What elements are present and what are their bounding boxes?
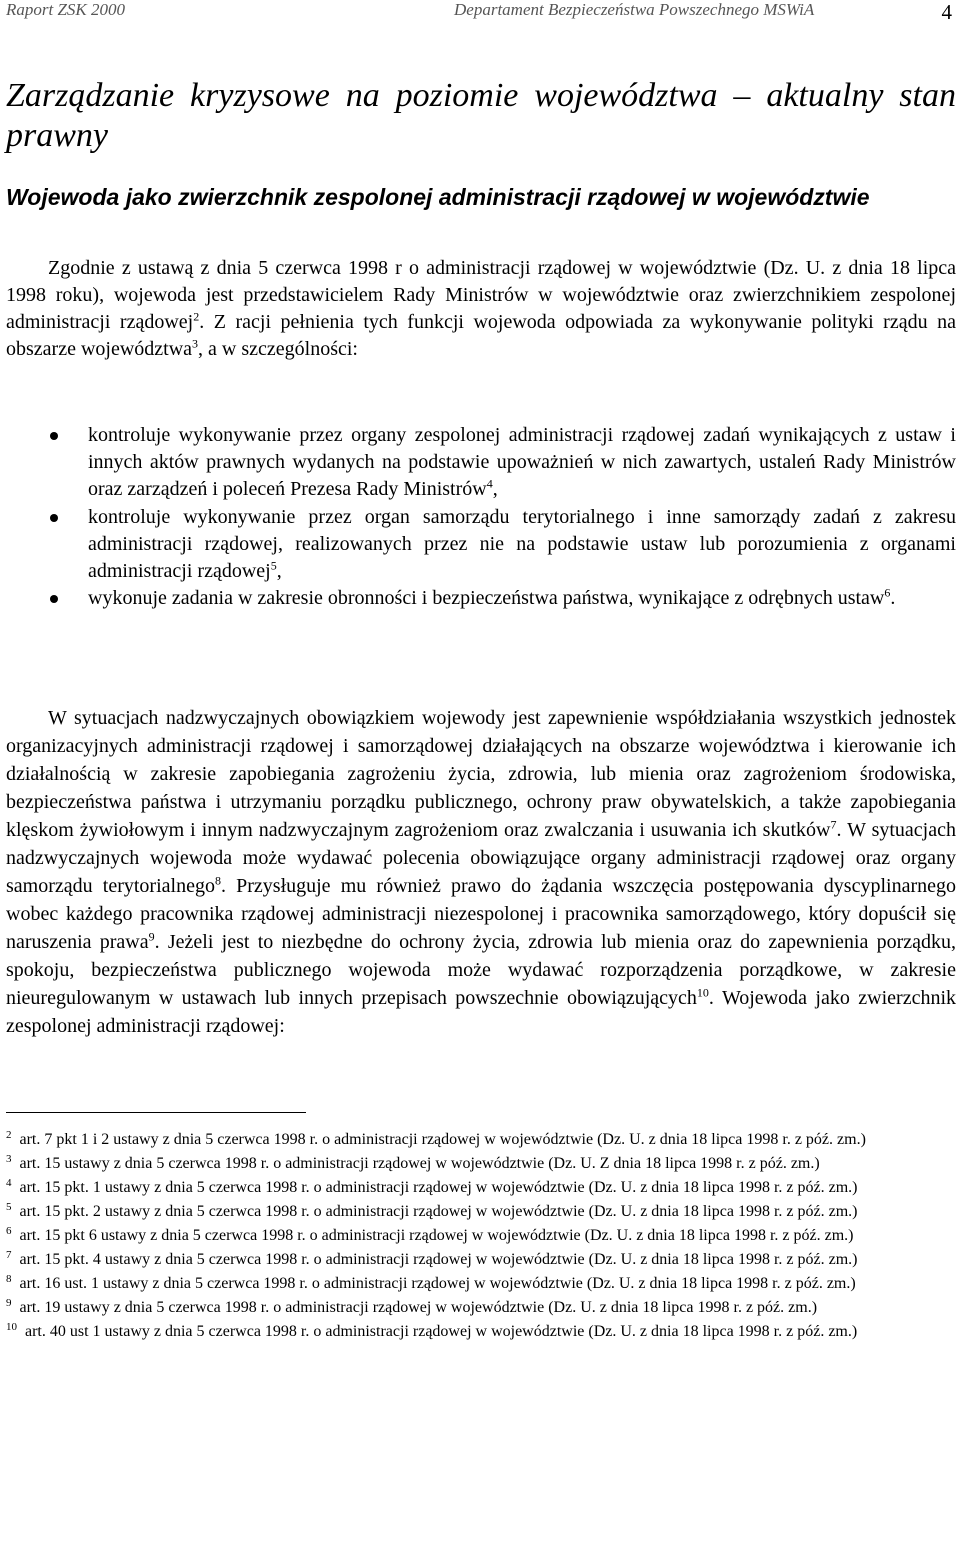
- footnote-number: 2: [6, 1128, 12, 1141]
- bullet-icon: [50, 595, 58, 603]
- paragraph-text: W sytuacjach nadzwyczajnych obowiązkiem wojewody jest zapewnienie współdziałania wszystkich jednostek organizacyjnych administracji rządowej i samorządowej działających na obszarze województwa i kierowanie ich działalnością w zakresie zapobiegania zagrożeniu życia, zdrowia, lub mienia oraz zagrożeniom środowiska, bezpieczeństwa państwa i utrzymaniu porządku publicznego, ochrony praw obywatelskich, a także zapobiegania klęskom żywiołowym i innym nadzwyczajnym zagrożeniom oraz zwalczania i usuwania ich skutków: [6, 707, 956, 841]
- punctuation: ,: [276, 560, 282, 583]
- list-item: [6, 422, 956, 504]
- footnote: [6, 1248, 956, 1272]
- page-title: Zarządzanie kryzysowe na poziomie województwa – aktualny stan prawny: [6, 77, 956, 154]
- document-page: [6, 0, 956, 1545]
- footnote: [6, 1224, 956, 1248]
- punctuation: .: [890, 587, 896, 610]
- footnote-number: 6: [6, 1224, 12, 1237]
- footnote: [6, 1128, 956, 1152]
- footnote: [6, 1200, 956, 1224]
- report-title: Raport ZSK 2000: [6, 0, 126, 19]
- footnote: [6, 1152, 956, 1176]
- footnote-ref[interactable]: 3: [192, 336, 199, 351]
- footnote-ref[interactable]: 7: [830, 817, 837, 832]
- list-item-text: kontroluje wykonywanie przez organ samorządu terytorialnego i inne samorządy zadań z zakresu administracji rządowej, realizowanych przez nie na podstawie ustaw lub porozumienia z organami administracji rządowej: [88, 505, 956, 583]
- footnotes-list: [6, 1128, 956, 1344]
- footnote-ref[interactable]: 9: [148, 929, 155, 944]
- footnote-ref[interactable]: 8: [214, 873, 221, 888]
- intro-text: . Z racji pełnienia tych funkcji wojewoda odpowiada za wykonywanie polityki rządu na obszarze województwa: [6, 311, 956, 360]
- footnote-text: art. 7 pkt 1 i 2 ustawy z dnia 5 czerwca 1998 r. o administracji rządowej w województwie (Dz. U. z dnia 18 lipca 1998 r. z póź. zm.): [19, 1131, 866, 1148]
- footnote-number: 8: [6, 1272, 12, 1285]
- footnote-text: art. 15 pkt 6 ustawy z dnia 5 czerwca 1998 r. o administracji rządowej w województwie (Dz. U. z dnia 18 lipca 1998 r. z póź. zm.): [19, 1227, 854, 1244]
- duties-list: [6, 422, 956, 612]
- body-paragraph: [6, 704, 956, 1040]
- footnote-ref[interactable]: 5: [270, 558, 277, 573]
- footnote-ref[interactable]: 2: [193, 309, 200, 324]
- intro-text: , a w szczególności:: [198, 338, 358, 360]
- footnote: [6, 1320, 956, 1344]
- paragraph-text: . Jeżeli jest to niezbędne do ochrony życia, zdrowia lub mienia oraz do zapewnienia porządku, spokoju, bezpieczeństwa publicznego wojewoda może wydawać rozporządzenia porządkowe, w zakresie nieuregulowanym w ustawach lub innych przepisach powszechnie obowiązujących: [6, 931, 956, 1009]
- section-heading: Wojewoda jako zwierzchnik zespolonej administracji rządowej w województwie: [6, 184, 870, 210]
- footnote-divider: [6, 1112, 306, 1113]
- running-header: [6, 0, 956, 26]
- list-item: [6, 585, 956, 612]
- footnote-text: art. 15 ustawy z dnia 5 czerwca 1998 r. o administracji rządowej w województwie (Dz. U. Z dnia 18 lipca 1998 r. z póź. zm.): [19, 1155, 820, 1172]
- footnote-text: art. 40 ust 1 ustawy z dnia 5 czerwca 1998 r. o administracji rządowej w województwie (Dz. U. z dnia 18 lipca 1998 r. z póź. zm.): [25, 1323, 858, 1340]
- bullet-icon: [50, 432, 58, 440]
- list-item: [6, 504, 956, 586]
- paragraph-text: . W sytuacjach nadzwyczajnych wojewoda może wydawać polecenia obowiązujące organy administracji rządowej oraz organy samorządu terytorialnego: [6, 819, 956, 897]
- footnote-text: art. 16 ust. 1 ustawy z dnia 5 czerwca 1998 r. o administracji rządowej w województwie (Dz. U. z dnia 18 lipca 1998 r. z póź. zm.): [19, 1275, 856, 1292]
- footnote-text: art. 15 pkt. 2 ustawy z dnia 5 czerwca 1998 r. o administracji rządowej w województwie (Dz. U. z dnia 18 lipca 1998 r. z póź. zm.): [19, 1203, 858, 1220]
- list-item-text: kontroluje wykonywanie przez organy zespolonej administracji rządowej zadań wynikających z ustaw i innych aktów prawnych wydanych na podstawie upoważnień w nich zawartych, ustaleń Rady Ministrów oraz zarządzeń i poleceń Prezesa Rady Ministrów: [88, 424, 956, 501]
- footnote-text: art. 15 pkt. 1 ustawy z dnia 5 czerwca 1998 r. o administracji rządowej w województwie (Dz. U. z dnia 18 lipca 1998 r. z póź. zm.): [19, 1179, 858, 1196]
- paragraph-text: . Wojewoda jako zwierzchnik zespolonej administracji rządowej:: [6, 987, 956, 1037]
- footnote-number: 5: [6, 1200, 12, 1213]
- footnote: [6, 1272, 956, 1296]
- footnote-ref[interactable]: 4: [486, 476, 493, 491]
- footnote-number: 4: [6, 1176, 12, 1189]
- list-item-text: wykonuje zadania w zakresie obronności i bezpieczeństwa państwa, wynikające z odrębnych ustaw: [88, 587, 885, 610]
- department-name: Departament Bezpieczeństwa Powszechnego MSWiA: [454, 0, 815, 19]
- footnote-ref[interactable]: 6: [884, 585, 891, 600]
- intro-text: Zgodnie z ustawą z dnia 5 czerwca 1998 r o administracji rządowej w województwie (Dz. U. z dnia 18 lipca 1998 roku), wojewoda jest przedstawicielem Rady Ministrów w województwie oraz zwierzchnikiem zespolonej administracji rządowej: [6, 257, 956, 333]
- footnote-text: art. 15 pkt. 4 ustawy z dnia 5 czerwca 1998 r. o administracji rządowej w województwie (Dz. U. z dnia 18 lipca 1998 r. z póź. zm.): [19, 1251, 858, 1268]
- footnote-text: art. 19 ustawy z dnia 5 czerwca 1998 r. o administracji rządowej w województwie (Dz. U. z dnia 18 lipca 1998 r. z póź. zm.): [19, 1299, 818, 1316]
- footnote: [6, 1176, 956, 1200]
- footnote-number: 10: [6, 1320, 17, 1333]
- footnote-ref[interactable]: 10: [696, 985, 709, 1000]
- footnote-number: 9: [6, 1296, 12, 1309]
- page-number: 4: [941, 0, 952, 24]
- footnote: [6, 1296, 956, 1320]
- footnote-number: 7: [6, 1248, 12, 1261]
- footnote-number: 3: [6, 1152, 12, 1165]
- intro-paragraph: [6, 255, 956, 363]
- bullet-icon: [50, 514, 58, 522]
- paragraph-text: . Przysługuje mu również prawo do żądania wszczęcia postępowania dyscyplinarnego wobec każdego pracownika rządowej administracji niezespolonej i pracownika samorządowego, który dopuścił się naruszenia prawa: [6, 875, 956, 953]
- punctuation: ,: [492, 478, 498, 501]
